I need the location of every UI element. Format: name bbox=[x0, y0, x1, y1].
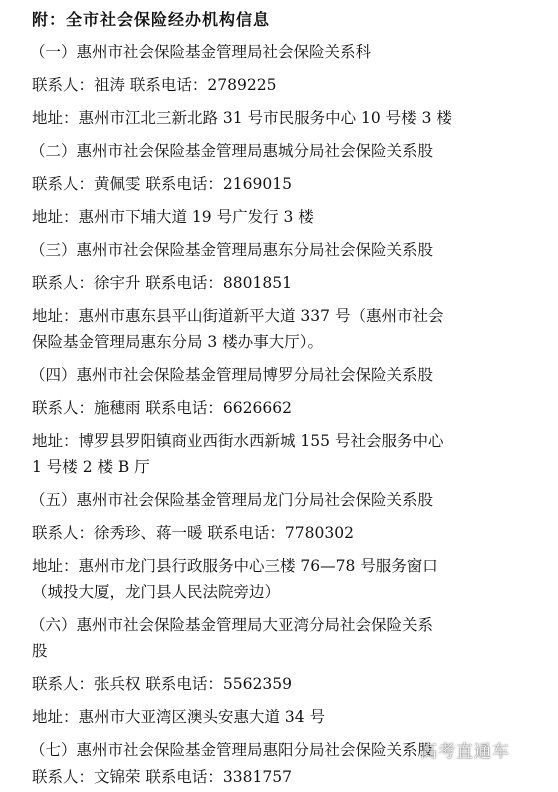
office-6-name-cont: 股 bbox=[32, 642, 48, 660]
office-3-contact: 联系人：徐宇升 联系电话：8801851 bbox=[32, 274, 292, 292]
office-4-address: 地址：博罗县罗阳镇商业西街水西新城 155 号社会服务中心 bbox=[32, 432, 444, 450]
office-4-address-cont: 1 号楼 2 楼 B 厅 bbox=[32, 458, 150, 476]
office-4-name: （四）惠州市社会保险基金管理局博罗分局社会保险关系股 bbox=[30, 366, 434, 384]
office-2-address: 地址：惠州市下埔大道 19 号广发行 3 楼 bbox=[32, 208, 314, 226]
office-1-contact: 联系人：祖涛 联系电话：2789225 bbox=[32, 76, 277, 94]
office-2-contact: 联系人：黄佩雯 联系电话：2169015 bbox=[32, 175, 292, 193]
office-2-name: （二）惠州市社会保险基金管理局惠城分局社会保险关系股 bbox=[30, 142, 434, 160]
document-title: 附：全市社会保险经办机构信息 bbox=[32, 10, 271, 29]
office-5-address-cont: （城投大厦，龙门县人民法院旁边） bbox=[32, 583, 281, 601]
office-7-contact: 联系人：文锦荣 联系电话：3381757 bbox=[32, 768, 292, 786]
office-1-name: （一）惠州市社会保险基金管理局社会保险关系科 bbox=[30, 43, 372, 61]
office-7-name: （七）惠州市社会保险基金管理局惠阳分局社会保险关系股 bbox=[30, 741, 434, 759]
office-6-contact: 联系人：张兵权 联系电话：5562359 bbox=[32, 675, 292, 693]
office-1-address: 地址：惠州市江北三新北路 31 号市民服务中心 10 号楼 3 楼 bbox=[32, 109, 452, 127]
office-5-contact: 联系人：徐秀珍、蒋一暖 联系电话：7780302 bbox=[32, 524, 354, 542]
office-3-address-cont: 保险基金管理局惠东分局 3 楼办事大厅）。 bbox=[32, 333, 323, 351]
office-4-contact: 联系人：施穗雨 联系电话：6626662 bbox=[32, 399, 292, 417]
office-6-name: （六）惠州市社会保险基金管理局大亚湾分局社会保险关系 bbox=[30, 616, 434, 634]
office-5-address: 地址：惠州市龙门县行政服务中心三楼 76—78 号服务窗口 bbox=[32, 557, 438, 575]
office-3-address: 地址：惠州市惠东县平山街道新平大道 337 号（惠州市社会 bbox=[32, 307, 444, 325]
office-5-name: （五）惠州市社会保险基金管理局龙门分局社会保险关系股 bbox=[30, 491, 434, 509]
watermark-text: 高考直通车 bbox=[420, 742, 510, 762]
office-6-address: 地址：惠州市大亚湾区澳头安惠大道 34 号 bbox=[32, 708, 326, 726]
office-3-name: （三）惠州市社会保险基金管理局惠东分局社会保险关系股 bbox=[30, 241, 434, 259]
